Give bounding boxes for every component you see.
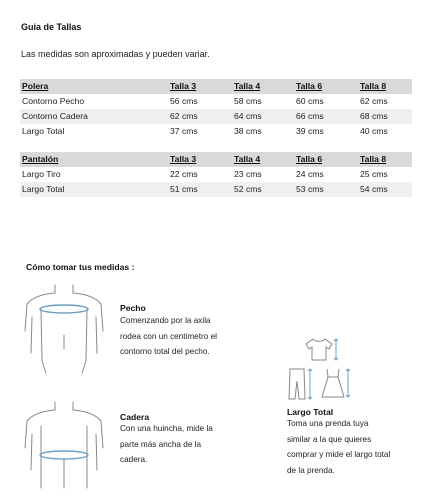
cell-value: 54 cms (358, 182, 412, 197)
size-table-pantalon (20, 152, 412, 197)
table-row (20, 94, 412, 109)
cell-value: 40 cms (360, 126, 388, 136)
cell-value: 62 cms (360, 96, 388, 106)
table-header-row (20, 152, 412, 167)
body-chest-figure-icon (22, 283, 106, 375)
row-label: Contorno Cadera (20, 109, 168, 124)
how-to-measure-heading: Cómo tomar tus medidas : (26, 262, 135, 272)
chest-line: contorno total del pecho. (120, 347, 210, 356)
row-label: Contorno Pecho (22, 96, 85, 106)
cell-value: 64 cms (232, 109, 294, 124)
table-row (20, 124, 412, 139)
cell-value: 39 cms (296, 126, 324, 136)
header-size: Talla 8 (358, 79, 412, 94)
shirt-icon (303, 336, 343, 364)
hip-line: Con una huincha, mide la (120, 424, 213, 433)
row-label: Largo Total (22, 126, 65, 136)
length-line: de la prenda. (287, 465, 335, 475)
hip-title: Cadera (120, 412, 150, 422)
cell-value: 52 cms (232, 182, 294, 197)
chest-instructions (120, 313, 217, 360)
pants-icon (286, 367, 316, 401)
length-title: Largo Total (287, 407, 334, 417)
header-size: Talla 4 (232, 79, 294, 94)
chest-line: rodea con un centimetro el (120, 331, 217, 341)
page-title: Guia de Tallas (21, 22, 82, 32)
cell-value: 37 cms (170, 126, 198, 136)
header-size: Talla 4 (232, 152, 294, 167)
header-size: Talla 6 (294, 79, 358, 94)
hip-line: cadera. (120, 455, 148, 464)
length-instructions (287, 416, 390, 478)
body-hip-figure-icon (22, 400, 106, 490)
header-size: Talla 6 (294, 152, 358, 167)
header-size: Talla 8 (358, 152, 412, 167)
cell-value: 38 cms (234, 126, 262, 136)
hip-instructions (120, 421, 213, 468)
table-row (20, 109, 412, 124)
cell-value: 66 cms (294, 109, 358, 124)
cell-value: 58 cms (234, 96, 262, 106)
table-row (20, 167, 412, 182)
cell-value: 23 cms (234, 169, 262, 179)
cell-value: 60 cms (296, 96, 324, 106)
disclaimer-note: Las medidas son aproximadas y pueden variar. (21, 49, 210, 59)
cell-value: 51 cms (168, 182, 232, 197)
header-size: Talla 3 (168, 152, 232, 167)
length-line: comprar y mide el largo total (287, 450, 391, 459)
table-header-row (20, 79, 412, 94)
row-label: Largo Tiro (22, 169, 61, 179)
size-table-polera (20, 79, 412, 139)
table-row (20, 182, 412, 197)
chest-line: Comenzando por la axila (120, 316, 211, 325)
cell-value: 22 cms (170, 169, 198, 179)
cell-value: 56 cms (170, 96, 198, 106)
length-line: Toma una prenda tuya (287, 419, 369, 428)
header-garment: Polera (20, 79, 168, 94)
chest-title: Pecho (120, 303, 146, 313)
cell-value: 62 cms (168, 109, 232, 124)
cell-value: 25 cms (360, 169, 388, 179)
row-label: Largo Total (20, 182, 168, 197)
length-line: similar a la que quieres (287, 434, 372, 444)
cell-value: 53 cms (294, 182, 358, 197)
dress-icon (317, 367, 353, 401)
header-garment: Pantalón (20, 152, 168, 167)
cell-value: 24 cms (296, 169, 324, 179)
cell-value: 68 cms (358, 109, 412, 124)
hip-line: parte más ancha de la (120, 439, 202, 449)
header-size: Talla 3 (168, 79, 232, 94)
